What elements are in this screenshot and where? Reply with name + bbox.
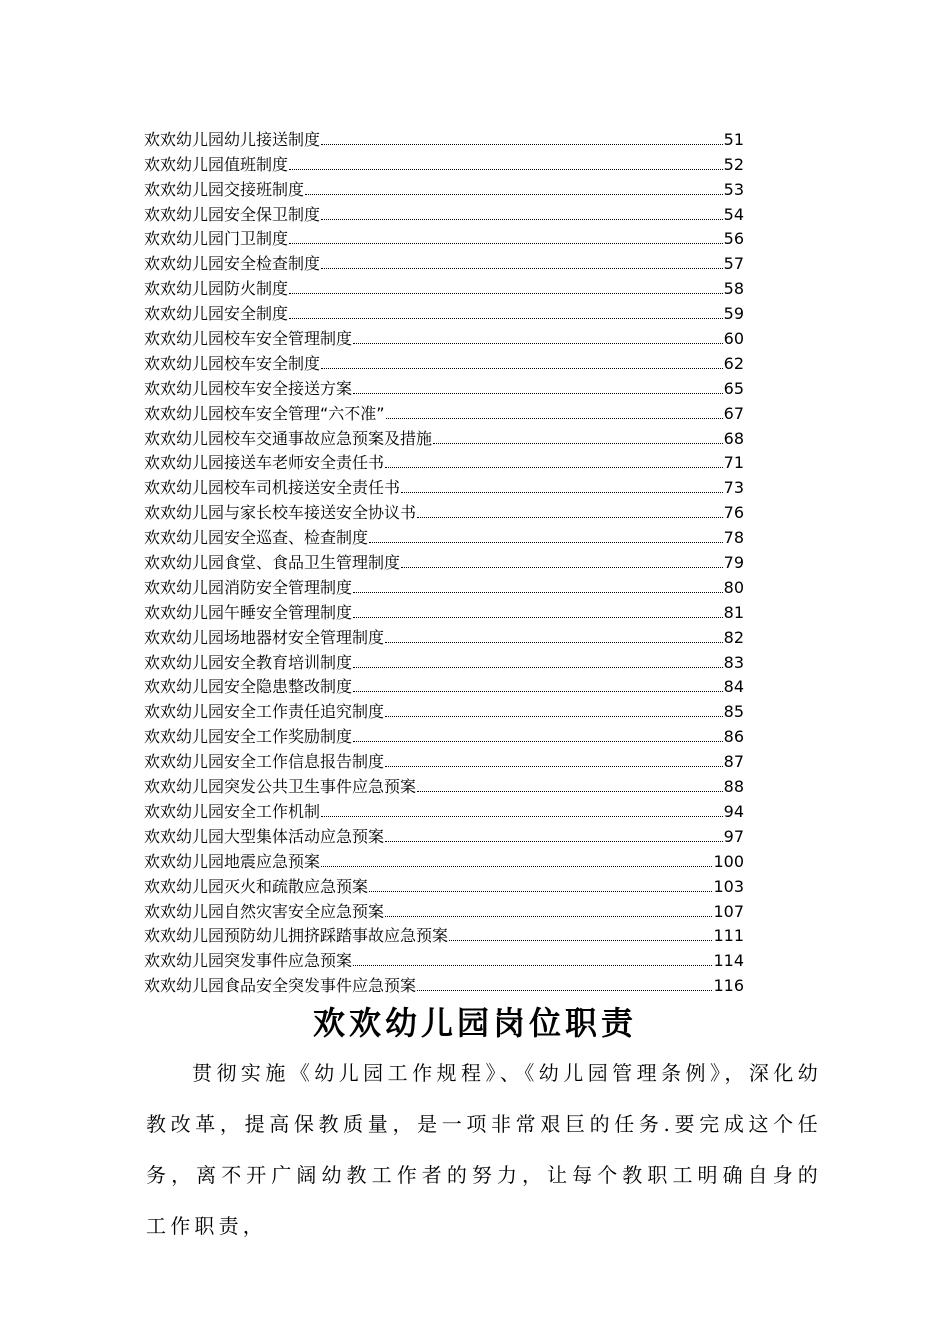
toc-dot-leader [289, 318, 723, 319]
toc-entry-page-number: 79 [723, 553, 744, 573]
toc-entry[interactable] [144, 300, 744, 325]
toc-entry-title: 欢欢幼儿园食堂、食品卫生管理制度 [144, 553, 401, 573]
toc-entry-page-number: 56 [723, 229, 744, 249]
toc-entry-page-number: 103 [713, 876, 744, 896]
toc-entry[interactable] [144, 574, 744, 599]
toc-entry-title: 欢欢幼儿园大型集体活动应急预案 [144, 826, 385, 846]
toc-entry-title: 欢欢幼儿园校车安全管理“六不准” [144, 403, 385, 423]
toc-entry-title: 欢欢幼儿园安全教育培训制度 [144, 652, 353, 672]
toc-entry-title: 欢欢幼儿园安全隐患整改制度 [144, 677, 353, 697]
toc-entry[interactable] [144, 350, 744, 375]
toc-entry[interactable] [144, 624, 744, 649]
toc-entry[interactable] [144, 748, 744, 773]
toc-entry-title: 欢欢幼儿园门卫制度 [144, 229, 289, 249]
toc-dot-leader [321, 219, 723, 220]
toc-entry-title: 欢欢幼儿园预防幼儿拥挤踩踏事故应急预案 [144, 926, 449, 946]
toc-entry-title: 欢欢幼儿园幼儿接送制度 [144, 129, 321, 149]
toc-entry[interactable] [144, 226, 744, 251]
toc-entry[interactable] [144, 201, 744, 226]
toc-entry-page-number: 81 [723, 602, 744, 622]
toc-dot-leader [369, 891, 712, 892]
toc-entry-title: 欢欢幼儿园灭火和疏散应急预案 [144, 876, 369, 896]
toc-dot-leader [401, 567, 723, 568]
toc-entry-title: 欢欢幼儿园场地器材安全管理制度 [144, 627, 385, 647]
toc-dot-leader [321, 144, 723, 145]
toc-entry-title: 欢欢幼儿园校车安全接送方案 [144, 378, 353, 398]
toc-entry[interactable] [144, 499, 744, 524]
toc-entry[interactable] [144, 649, 744, 674]
toc-entry-title: 欢欢幼儿园突发事件应急预案 [144, 951, 353, 971]
toc-dot-leader [417, 990, 712, 991]
toc-entry-page-number: 73 [723, 478, 744, 498]
toc-entry[interactable] [144, 698, 744, 723]
toc-entry-title: 欢欢幼儿园消防安全管理制度 [144, 577, 353, 597]
toc-dot-leader [353, 343, 723, 344]
toc-dot-leader [385, 916, 712, 917]
toc-entry-page-number: 53 [723, 179, 744, 199]
toc-entry[interactable] [144, 151, 744, 176]
toc-entry-title: 欢欢幼儿园校车安全制度 [144, 353, 321, 373]
toc-entry-title: 欢欢幼儿园校车司机接送安全责任书 [144, 478, 401, 498]
toc-entry[interactable] [144, 972, 744, 997]
toc-entry[interactable] [144, 425, 744, 450]
toc-entry[interactable] [144, 176, 744, 201]
toc-entry-page-number: 114 [713, 951, 744, 971]
toc-entry-page-number: 107 [713, 901, 744, 921]
toc-entry[interactable] [144, 474, 744, 499]
toc-entry-page-number: 87 [723, 752, 744, 772]
toc-dot-leader [321, 368, 723, 369]
toc-entry-page-number: 51 [723, 129, 744, 149]
toc-entry-page-number: 85 [723, 702, 744, 722]
toc-entry-page-number: 111 [713, 926, 744, 946]
toc-entry[interactable] [144, 549, 744, 574]
toc-entry-page-number: 67 [723, 403, 744, 423]
toc-entry-page-number: 94 [723, 801, 744, 821]
toc-entry-page-number: 52 [723, 154, 744, 174]
toc-entry-page-number: 88 [723, 777, 744, 797]
toc-entry-page-number: 97 [723, 826, 744, 846]
toc-entry[interactable] [144, 823, 744, 848]
toc-entry-title: 欢欢幼儿园安全工作责任追究制度 [144, 702, 385, 722]
toc-entry-page-number: 83 [723, 652, 744, 672]
toc-dot-leader [385, 716, 723, 717]
toc-entry-page-number: 78 [723, 528, 744, 548]
toc-entry[interactable] [144, 126, 744, 151]
toc-entry-title: 欢欢幼儿园接送车老师安全责任书 [144, 453, 385, 473]
toc-dot-leader [385, 467, 723, 468]
table-of-contents [144, 126, 744, 997]
toc-entry-title: 欢欢幼儿园安全巡查、检查制度 [144, 528, 369, 548]
toc-entry-page-number: 62 [723, 353, 744, 373]
toc-entry-page-number: 65 [723, 378, 744, 398]
toc-dot-leader [385, 841, 723, 842]
toc-entry-page-number: 80 [723, 577, 744, 597]
toc-entry-page-number: 100 [713, 851, 744, 871]
toc-entry[interactable] [144, 599, 744, 624]
toc-dot-leader [417, 791, 723, 792]
toc-entry-title: 欢欢幼儿园安全制度 [144, 304, 289, 324]
toc-entry[interactable] [144, 947, 744, 972]
toc-dot-leader [305, 194, 723, 195]
toc-entry-page-number: 71 [723, 453, 744, 473]
toc-dot-leader [289, 293, 723, 294]
toc-entry-title: 欢欢幼儿园安全保卫制度 [144, 204, 321, 224]
toc-dot-leader [449, 940, 712, 941]
toc-entry[interactable] [144, 848, 744, 873]
toc-entry[interactable] [144, 798, 744, 823]
toc-entry-title: 欢欢幼儿园安全工作信息报告制度 [144, 752, 385, 772]
toc-entry-title: 欢欢幼儿园交接班制度 [144, 179, 305, 199]
toc-entry[interactable] [144, 524, 744, 549]
toc-entry-page-number: 57 [723, 254, 744, 274]
toc-entry-page-number: 76 [723, 503, 744, 523]
toc-entry[interactable] [144, 923, 744, 948]
toc-entry[interactable] [144, 674, 744, 699]
toc-entry-page-number: 54 [723, 204, 744, 224]
toc-entry-title: 欢欢幼儿园安全工作奖励制度 [144, 727, 353, 747]
toc-dot-leader [417, 517, 723, 518]
toc-entry-page-number: 68 [723, 428, 744, 448]
toc-entry-title: 欢欢幼儿园地震应急预案 [144, 851, 321, 871]
toc-entry[interactable] [144, 400, 744, 425]
toc-entry-title: 欢欢幼儿园食品安全突发事件应急预案 [144, 976, 417, 996]
toc-entry-page-number: 84 [723, 677, 744, 697]
toc-entry-title: 欢欢幼儿园自然灾害安全应急预案 [144, 901, 385, 921]
toc-entry[interactable] [144, 375, 744, 400]
toc-entry-title: 欢欢幼儿园与家长校车接送安全协议书 [144, 503, 417, 523]
toc-dot-leader [353, 691, 723, 692]
toc-entry-title: 欢欢幼儿园安全工作机制 [144, 801, 321, 821]
toc-entry[interactable] [144, 873, 744, 898]
toc-entry-page-number: 86 [723, 727, 744, 747]
toc-dot-leader [385, 766, 723, 767]
toc-entry[interactable] [144, 723, 744, 748]
toc-dot-leader [353, 592, 723, 593]
toc-entry-page-number: 60 [723, 329, 744, 349]
toc-entry-page-number: 116 [713, 976, 744, 996]
toc-entry-title: 欢欢幼儿园值班制度 [144, 154, 289, 174]
toc-dot-leader [289, 169, 723, 170]
toc-dot-leader [401, 492, 723, 493]
toc-entry[interactable] [144, 275, 744, 300]
toc-dot-leader [386, 418, 723, 419]
toc-entry[interactable] [144, 773, 744, 798]
toc-entry-page-number: 82 [723, 627, 744, 647]
toc-dot-leader [289, 243, 723, 244]
toc-entry-title: 欢欢幼儿园突发公共卫生事件应急预案 [144, 777, 417, 797]
toc-dot-leader [353, 667, 723, 668]
section-paragraph: 贯彻实施《幼儿园工作规程》、《幼儿园管理条例》，深化幼教改革，提高保教质量，是一项非常艰巨的任务.要完成这个任务，离不开广阔幼教工作者的努力，让每个教职工明确自身的工作职责， [146, 1061, 822, 1238]
toc-dot-leader [353, 741, 723, 742]
toc-entry-page-number: 59 [723, 304, 744, 324]
toc-entry[interactable] [144, 325, 744, 350]
toc-entry-title: 欢欢幼儿园校车交通事故应急预案及措施 [144, 428, 433, 448]
toc-entry-page-number: 58 [723, 279, 744, 299]
toc-dot-leader [385, 642, 723, 643]
toc-entry-title: 欢欢幼儿园防火制度 [144, 279, 289, 299]
toc-entry-title: 欢欢幼儿园安全检查制度 [144, 254, 321, 274]
toc-dot-leader [321, 866, 712, 867]
toc-dot-leader [369, 542, 723, 543]
toc-dot-leader [353, 393, 723, 394]
toc-entry[interactable] [144, 898, 744, 923]
toc-entry[interactable] [144, 250, 744, 275]
toc-dot-leader [321, 268, 723, 269]
toc-dot-leader [353, 617, 723, 618]
toc-entry-title: 欢欢幼儿园午睡安全管理制度 [144, 602, 353, 622]
toc-dot-leader [433, 443, 723, 444]
section-heading: 欢欢幼儿园岗位职责 [312, 1004, 637, 1042]
toc-entry-title: 欢欢幼儿园校车安全管理制度 [144, 329, 353, 349]
toc-dot-leader [321, 816, 723, 817]
toc-entry[interactable] [144, 450, 744, 475]
toc-dot-leader [353, 965, 712, 966]
